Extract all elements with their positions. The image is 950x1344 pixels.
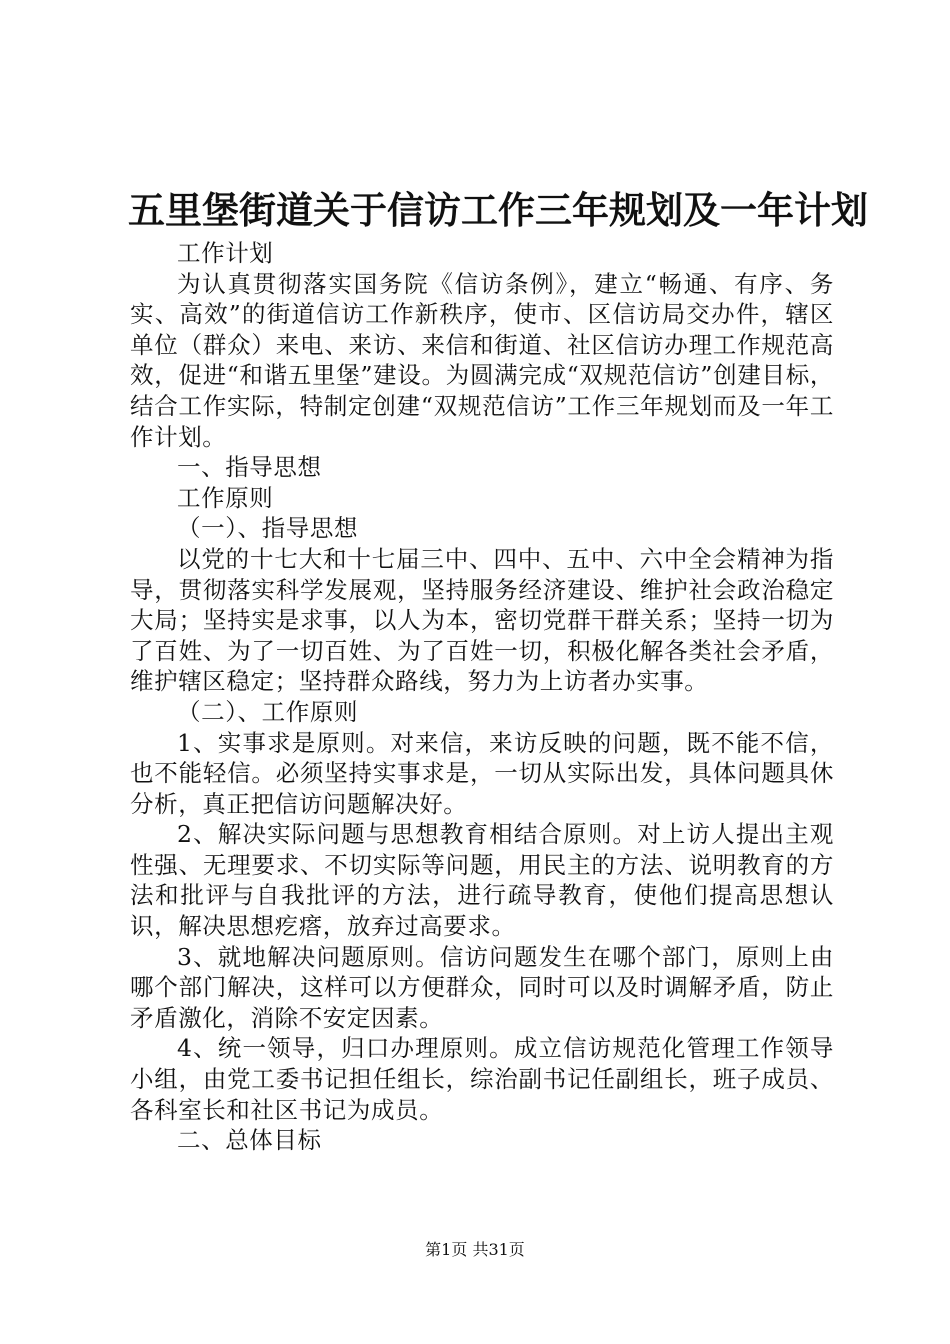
list-item: 4、统一领导，归口办理原则。成立信访规范化管理工作领导小组，由党工委书记担任组长，综治副书记任副组长，班子成员、各科室长和社区书记为成员。 bbox=[130, 1034, 834, 1124]
document-title: 五里堡街道关于信访工作三年规划及一年计划 bbox=[128, 188, 868, 232]
paragraph-heading: 工作计划 bbox=[177, 239, 274, 267]
section-heading: 一、指导思想 bbox=[177, 453, 322, 482]
document-body bbox=[130, 238, 834, 1156]
section-heading: 二、总体目标 bbox=[177, 1126, 322, 1155]
list-item: 1、实事求是原则。对来信，来访反映的问题，既不能不信，也不能轻信。必须坚持实事求是，一切从实际出发，具体问题具休分析，真正把信访问题解决好。 bbox=[130, 728, 834, 818]
paragraph: 以党的十七大和十七届三中、四中、五中、六中全会精神为指导，贯彻落实科学发展观，坚持服务经济建设、维护社会政治稳定大局；坚持实是求事，以人为本，密切党群干群关系；坚持一切为了百姓、为了一切百姓、为了百姓一切，积极化解各类社会矛盾，维护辖区稳定；坚持群众路线，努力为上访者办实事。 bbox=[130, 544, 834, 696]
paragraph: 为认真贯彻落实国务院《信访条例》，建立“畅通、有序、务实、高效”的街道信访工作新秩序，使市、区信访局交办件，辖区单位（群众）来电、来访、来信和街道、社区信访办理工作规范高效，促进“和谐五里堡”建设。为圆满完成“双规范信访”创建目标，结合工作实际，特制定创建“双规范信访”工作三年规划而及一年工作计划。 bbox=[130, 269, 834, 451]
list-item: 3、就地解决问题原则。信访问题发生在哪个部门，原则上由哪个部门解决，这样可以方便群众，同时可以及时调解矛盾，防止矛盾激化，消除不安定因素。 bbox=[130, 942, 834, 1032]
list-item: 2、解决实际问题与思想教育相结合原则。对上访人提出主观性强、无理要求、不切实际等问题，用民主的方法、说明教育的方法和批评与自我批评的方法，进行疏导教育，使他们提高思想认识，解决思想疙瘩，放弃过高要求。 bbox=[130, 820, 834, 941]
subsection-heading: （一）、指导思想 bbox=[177, 514, 359, 543]
page-number: 第1页 共31页 bbox=[425, 1240, 525, 1259]
subsection-heading: （二）、工作原则 bbox=[177, 697, 359, 726]
paragraph-heading: 工作原则 bbox=[177, 483, 274, 512]
